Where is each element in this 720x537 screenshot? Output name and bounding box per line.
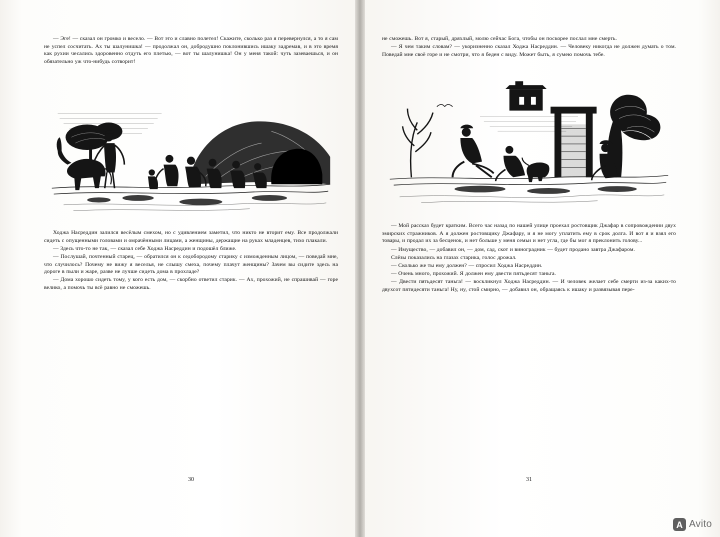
paragraph: Слёзы показались на глазах старика, голос дрожал. [391, 254, 517, 261]
left-bottom-text-block [44, 230, 338, 292]
left-page-column [44, 36, 338, 509]
avito-watermark [673, 518, 712, 531]
avito-watermark-label: Avito [688, 519, 712, 530]
right-bottom-text-block [382, 223, 676, 294]
right-top-text-block [382, 36, 676, 59]
illustration-left [44, 73, 338, 223]
paragraph: — Очень много, прохожий. Я должен ему двести пятьдесят таньга. [391, 270, 557, 277]
paragraph: — Дома хорошо сидеть тому, у кого есть дом, — скорбно ответил старик. — Ах, прохожий, не спрашивай — горе велико, а помочь ты всё равно не сможешь. [44, 277, 338, 292]
kneeling-man-figure [453, 125, 494, 178]
paragraph: — Двести пятьдесят таньга! — воскликнул Ходжа Насреддин. — И человек желает себе смерти из-за каких-то двухсот пятидесяти таньга! Ну, ну, стой смирно, — добавил он, обращаясь к ишаку и развязывая пере- [382, 278, 676, 293]
paragraph: — Здесь что-то не так, — сказал себе Ходжа Насреддин и подошёл ближе. [53, 246, 237, 253]
page-number-left: 30 [188, 477, 194, 483]
book-gutter [355, 0, 365, 537]
paragraph: — Послушай, почтенный старец, — обратился он к седобородому старику с изможденным лицом, — поведай мне, что случилось? Почему не вижу я веселья, не слышу смеха, почему плачут женщины? Зачем вы сидите здесь на дороге в пыли и жаре, разве не лучше сидеть дома в прохладе? [44, 254, 338, 276]
paragraph: Ходжа Насреддин залился весёлым смехом, но с удивлением заметил, что никто не вторит ему. Все продолжали сидеть с опущенными головами и омрачёнными лицами, а женщины, держащие на руках младенцев, тихо плакали. [44, 230, 338, 244]
crouching-figure [496, 146, 525, 181]
illustration-right-drawing [382, 66, 676, 216]
page-number-right: 31 [526, 477, 532, 483]
illustration-right [382, 66, 676, 216]
right-page [360, 0, 720, 537]
right-page-column [382, 36, 676, 509]
paragraph: не сможешь. Вот я, старый, дряхлый, молю сейчас Бога, чтобы он поскорее послал мне смерть. [382, 36, 617, 42]
left-top-text-block [44, 36, 338, 66]
paragraph: — Сколько же ты ему должен? — спросил Ходжа Насреддин. [391, 262, 543, 269]
paragraph: — Мой рассказ будет кратким. Всего час назад по нашей улице проехал ростовщик Джафар в сопровождении двух эмирских стражников. А я должен ростовщику Джафару, и я не могу уплатить ему в срок долга. И вот я и взял его товары, и продал их за бесценок, и нет больше у меня семьи и нет угла, где бы мог я преклонить голову... [382, 223, 676, 245]
paragraph: — Я чем таким словам? — укоризненно сказал Ходжа Насреддин. — Человеку никогда не должен думать о том. Поведай мне своё горе и не смотри, что я беден с виду. Может быть, я сумею помочь тебе. [382, 44, 676, 58]
avito-logo-icon: A [673, 518, 686, 531]
paragraph: — Имущество, — добавил он, — дом, сад, скот и виноградник — будет продано завтра Джафаром. [391, 246, 635, 253]
illustration-left-drawing [44, 73, 338, 223]
paragraph: — Эге! — сказал он громко и весело. — Вот это и славно полетел! Скажите, сколько раз я перевернулся, а то я сам не успел сосчитать. Ах ты шалунишка! — продолжал он, добродушно поклонившись ишаку задремав, и в это время как рухии чесались здоровенно отдуть его плетью, — вот ты шалунишка! Он у меня такой: чуть зазеваешься, и он обязательно уж что-нибудь сотворит! [44, 36, 338, 65]
